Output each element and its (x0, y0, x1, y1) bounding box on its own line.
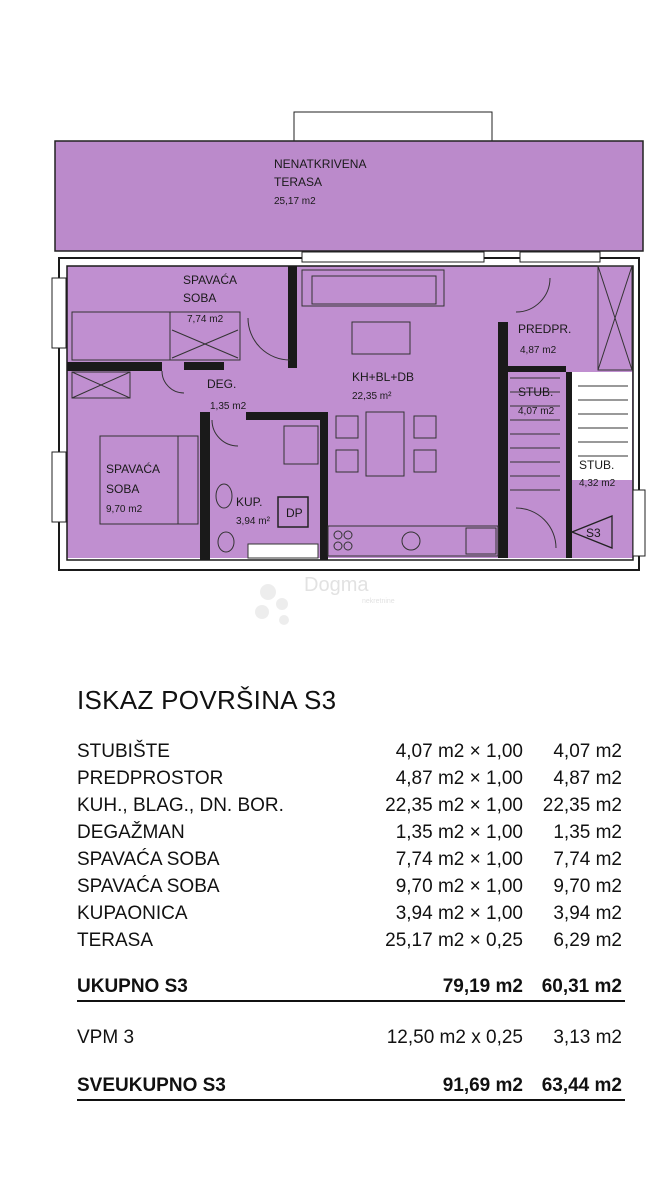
kup-name: KUP. (236, 495, 263, 509)
spavaca1-area: 7,74 m2 (187, 314, 224, 325)
spavaca2-area: 9,70 m2 (106, 504, 143, 515)
table-row: STUBIŠTE 4,07 m2 × 1,00 4,07 m2 (77, 741, 622, 762)
terrace-parapet (294, 112, 492, 142)
predpr-area: 4,87 m2 (520, 345, 557, 356)
deg-name: DEG. (207, 377, 237, 391)
table-row: KUH., BLAG., DN. BOR. 22,35 m2 × 1,00 22,35 m2 (77, 795, 622, 816)
window-top-2 (520, 252, 600, 262)
table-row: PREDPROSTOR 4,87 m2 × 1,00 4,87 m2 (77, 768, 622, 789)
stub1-area: 4,07 m2 (518, 406, 555, 417)
predpr-name: PREDPR. (518, 322, 572, 336)
spavaca1-name1: SPAVAĆA (183, 273, 238, 287)
s3-label: S3 (586, 526, 601, 540)
table-row: DEGAŽMAN 1,35 m2 × 1,00 1,35 m2 (77, 822, 622, 843)
stub2-name: STUB. (579, 458, 615, 472)
stub2-area: 4,32 m2 (579, 478, 616, 489)
kh-name: KH+BL+DB (352, 370, 415, 384)
kup-area: 3,94 m² (236, 516, 270, 527)
stub1-name: STUB. (518, 385, 554, 399)
dp-label: DP (286, 506, 303, 520)
terasa-name1: NENATKRIVENA (274, 157, 367, 171)
terasa-area: 25,17 m2 (274, 196, 316, 207)
watermark-name: Dogma (304, 574, 369, 596)
area-summary-table (77, 685, 625, 1101)
window-left-1 (52, 278, 66, 348)
window-right (633, 490, 645, 556)
kh-area: 22,35 m² (352, 391, 392, 402)
vpm-row: VPM 3 12,50 m2 x 0,25 3,13 m2 (77, 1027, 622, 1048)
table-row: SPAVAĆA SOBA 7,74 m2 × 1,00 7,74 m2 (77, 849, 622, 870)
window-left-2 (52, 452, 66, 522)
sveukupno-row: SVEUKUPNO S3 91,69 m2 63,44 m2 (77, 1073, 625, 1101)
spavaca2-name1: SPAVAĆA (106, 462, 161, 476)
watermark-sub: nekretnine (362, 598, 395, 605)
window-top-1 (302, 252, 484, 262)
table-row: KUPAONICA 3,94 m2 × 1,00 3,94 m2 (77, 903, 622, 924)
watermark-logo (255, 584, 289, 625)
table-title: ISKAZ POVRŠINA S3 (77, 685, 337, 715)
table-row: TERASA 25,17 m2 × 0,25 6,29 m2 (77, 930, 622, 951)
deg-area: 1,35 m2 (210, 401, 247, 412)
terasa-name2: TERASA (274, 175, 323, 189)
table-row: SPAVAĆA SOBA 9,70 m2 × 1,00 9,70 m2 (77, 876, 622, 897)
spavaca2-name2: SOBA (106, 482, 140, 496)
spavaca1-name2: SOBA (183, 291, 217, 305)
ukupno-row: UKUPNO S3 79,19 m2 60,31 m2 (77, 974, 625, 1002)
